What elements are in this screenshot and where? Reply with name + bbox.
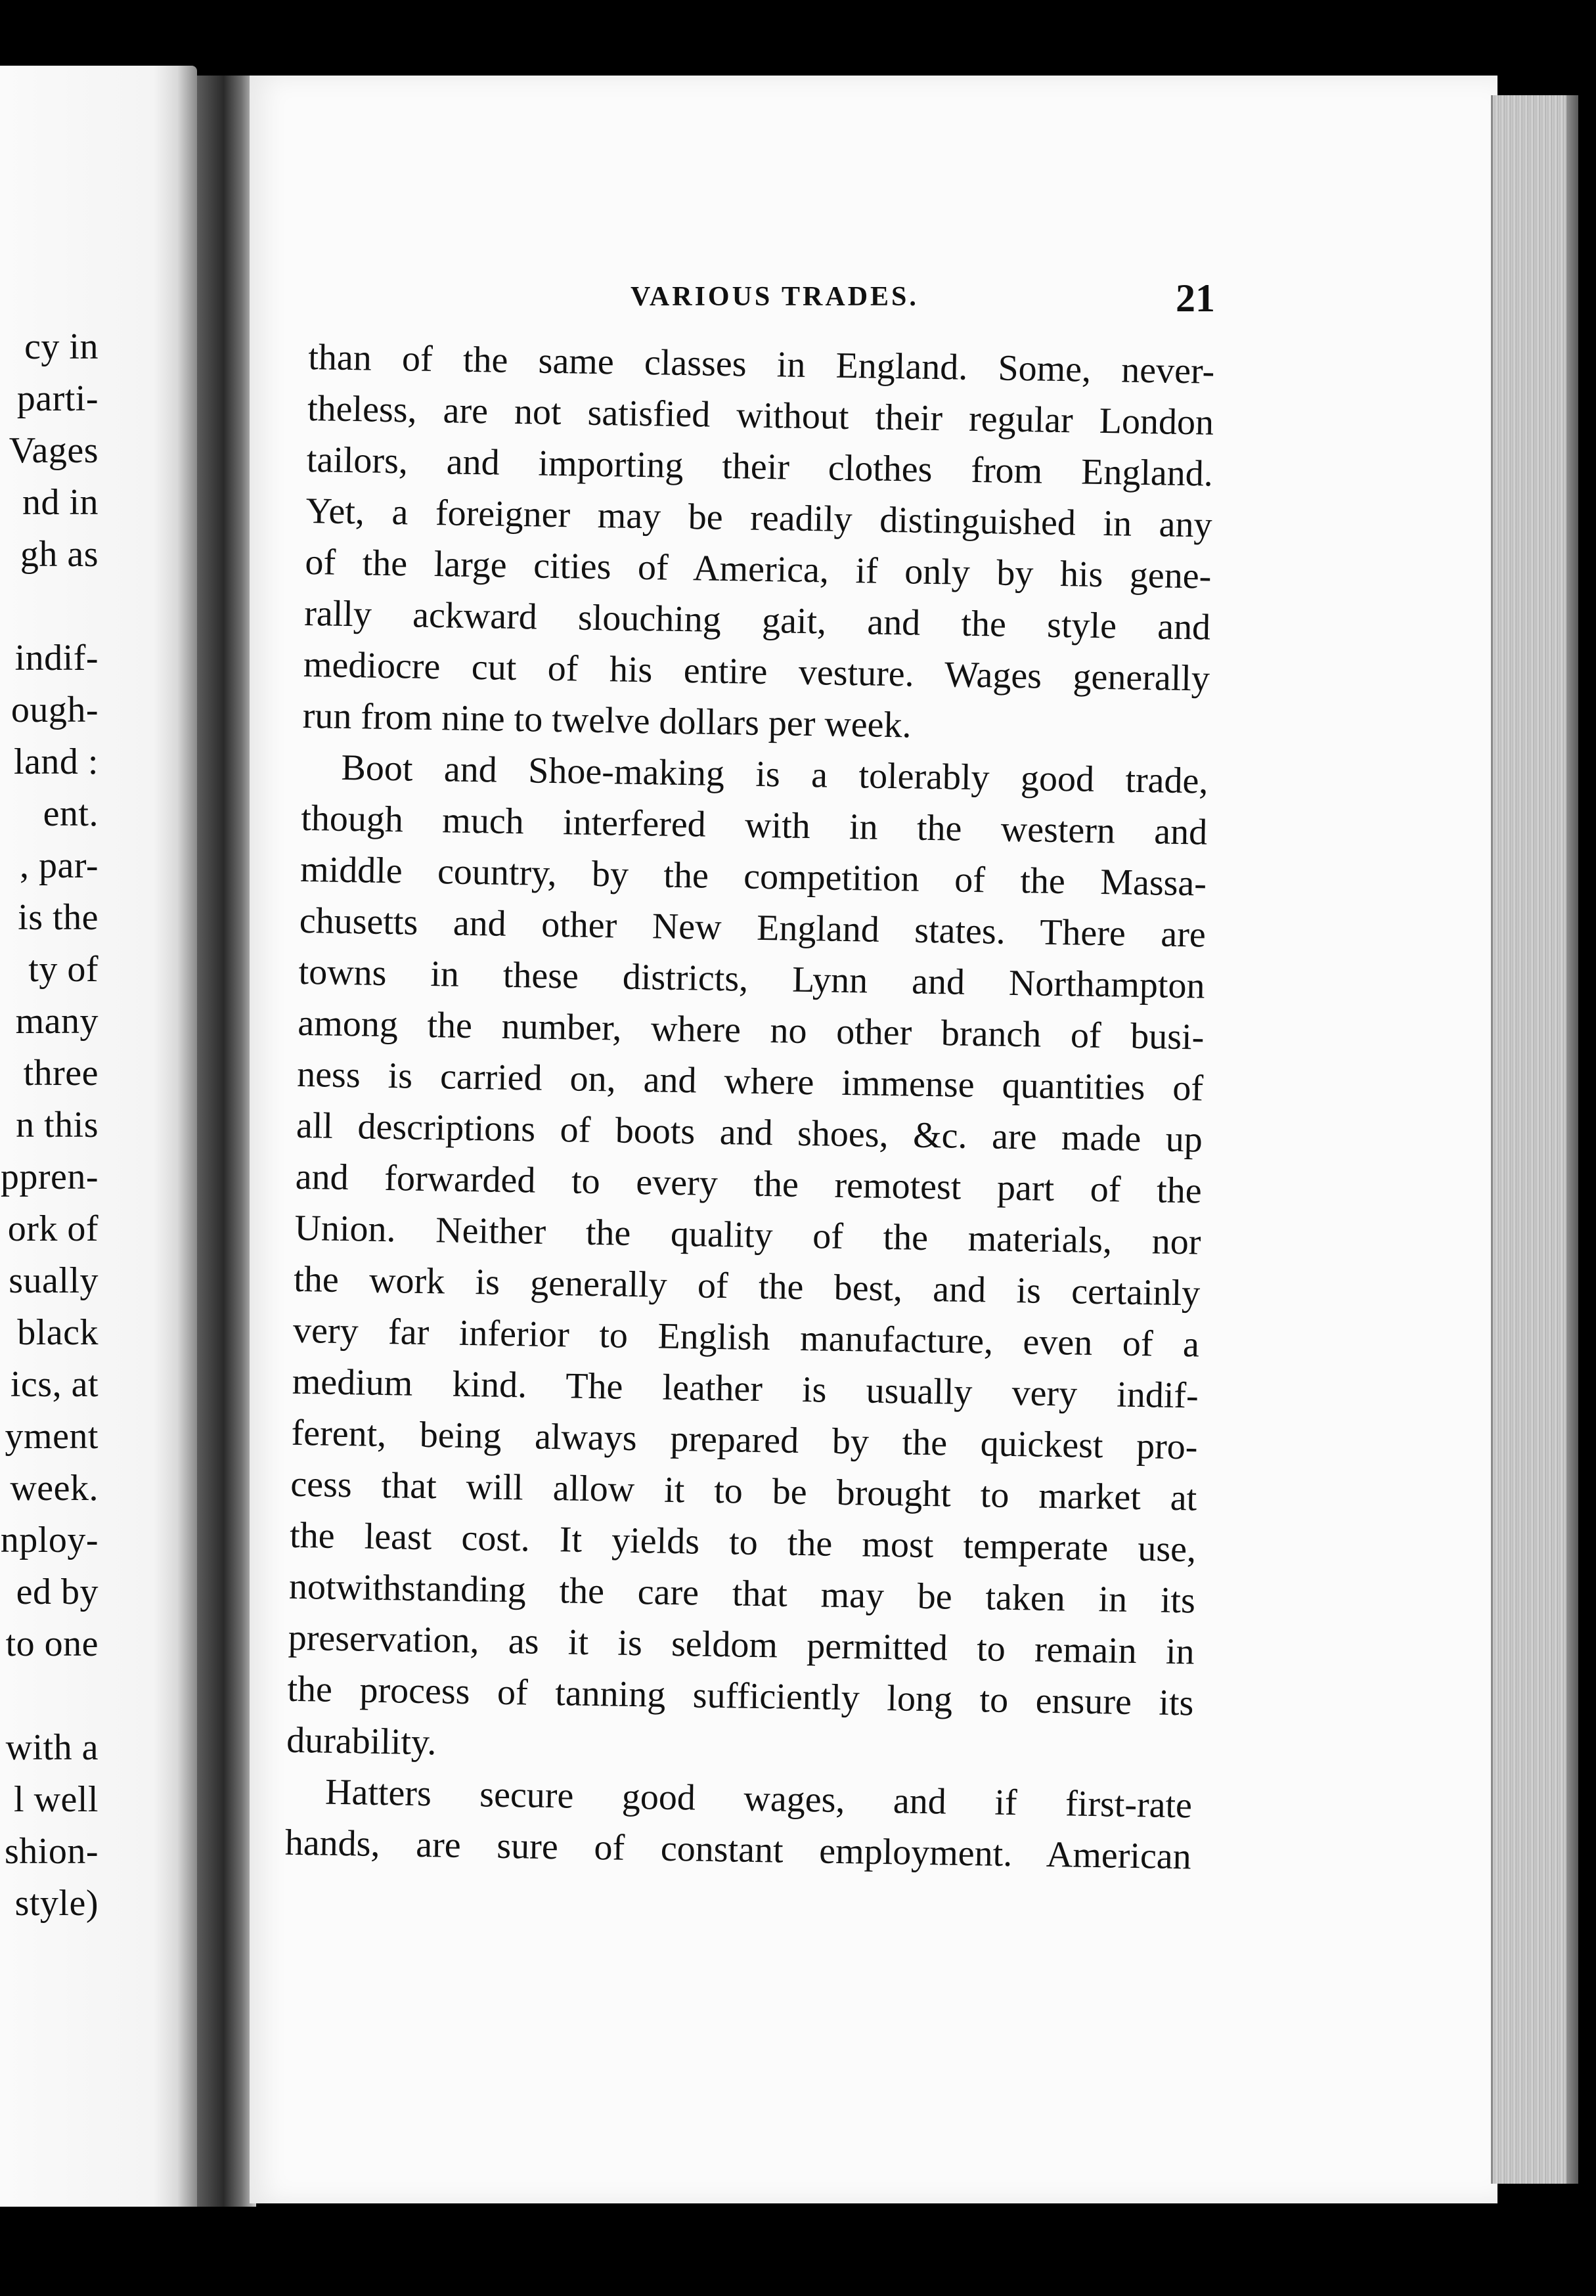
- left-page-line-fragment: nd in: [22, 482, 99, 523]
- text-line: very far inferior to English manufacture, even of a: [292, 1310, 1200, 1365]
- page-number: 21: [1176, 276, 1215, 320]
- text-line: cess that will allow it to be brought to market at: [290, 1463, 1197, 1519]
- text-line: preservation, as it is seldom permitted to remain in: [288, 1617, 1195, 1673]
- text-line: mediocre cut of his entire vesture. Wages generally: [303, 644, 1210, 699]
- text-line: ferent, being always prepared by the quickest pro-: [291, 1412, 1198, 1468]
- text-line: among the number, where no other branch of busi-: [297, 1002, 1205, 1058]
- left-page-line-fragment: parti-: [16, 378, 99, 419]
- left-page-line-fragment: land :: [14, 741, 99, 782]
- text-line: than of the same classes in England. Some, never-: [307, 336, 1215, 392]
- text-line: and forwarded to every the remotest part of the: [295, 1156, 1203, 1212]
- left-page-line-fragment: sually: [9, 1260, 99, 1301]
- left-page-line-fragment: l well: [14, 1779, 99, 1820]
- left-page-line-fragment: indif-: [14, 638, 99, 678]
- text-line: of the large cities of America, if only by his gene-: [304, 541, 1212, 597]
- left-page-line-fragment: Vages: [9, 430, 99, 471]
- left-page-line-fragment: black: [17, 1312, 99, 1353]
- text-line: tailors, and importing their clothes from England.: [306, 439, 1214, 495]
- left-page-line-fragment: cy in: [24, 326, 99, 367]
- body-text: [284, 332, 1215, 1882]
- left-page-line-fragment: ough-: [11, 690, 99, 730]
- text-line: Boot and Shoe-making is a tolerably good trade,: [341, 747, 1208, 802]
- text-line: Hatters secure good wages, and if first-rate: [324, 1771, 1193, 1826]
- text-line: middle country, by the competition of the Massa-: [299, 849, 1207, 904]
- text-line: run from nine to twelve dollars per week.: [302, 695, 912, 746]
- text-line: the process of tanning sufficiently long to ensure its: [287, 1668, 1194, 1724]
- text-line: hands, are sure of constant employment. American: [284, 1822, 1192, 1878]
- left-page-line-fragment: ty of: [28, 949, 99, 990]
- text-line: though much interfered with in the western and: [300, 797, 1208, 853]
- left-page-line-fragment: gh as: [20, 534, 99, 575]
- left-page-line-fragment: is the: [18, 897, 99, 938]
- left-page-line-fragment: , par-: [19, 845, 99, 886]
- left-page-line-fragment: style): [14, 1883, 99, 1924]
- text-line: ness is carried on, and where immense quantities of: [296, 1053, 1204, 1109]
- left-page-line-fragment: ent.: [43, 793, 99, 834]
- text-line: the least cost. It yields to the most temperate use,: [289, 1514, 1197, 1570]
- left-page-line-fragment: n this: [16, 1105, 99, 1145]
- text-line: durability.: [286, 1719, 437, 1763]
- text-line: notwithstanding the care that may be taken in its: [288, 1566, 1196, 1622]
- text-line: rally ackward slouching gait, and the style and: [303, 592, 1211, 648]
- text-line: all descriptions of boots and shoes, &c. are made up: [296, 1105, 1203, 1160]
- text-line: chusetts and other New England states. There are: [299, 900, 1207, 956]
- left-page-line-fragment: to one: [5, 1623, 99, 1664]
- left-page-line-fragment: yment: [5, 1416, 99, 1457]
- left-page-line-fragment: many: [15, 1001, 99, 1042]
- page-fore-edges: [1491, 95, 1578, 2184]
- text-line: the work is generally of the best, and is certainly: [293, 1258, 1201, 1314]
- left-page-line-fragment: three: [23, 1053, 99, 1093]
- left-page-line-fragment: shion-: [5, 1831, 99, 1872]
- text-line: towns in these districts, Lynn and Northampton: [298, 951, 1206, 1007]
- left-page-line-fragment: week.: [10, 1468, 99, 1509]
- left-page-line-fragment: nploy-: [0, 1520, 99, 1560]
- text-line: Union. Neither the quality of the materials, nor: [294, 1207, 1201, 1263]
- book-gutter: [197, 76, 256, 2207]
- left-page-line-fragment: ics, at: [10, 1364, 99, 1405]
- left-page-line-fragment: ed by: [16, 1572, 99, 1612]
- left-page-line-fragment: ppren-: [0, 1157, 99, 1197]
- text-line: theless, are not satisfied without their regular London: [307, 387, 1214, 443]
- left-page: [0, 66, 197, 2207]
- text-line: medium kind. The leather is usually very indif-: [292, 1361, 1199, 1417]
- left-page-line-fragment: with a: [5, 1727, 99, 1768]
- left-page-line-fragment: ork of: [7, 1208, 99, 1249]
- text-line: Yet, a foreigner may be readily distinguished in any: [305, 490, 1213, 546]
- running-head: VARIOUS TRADES.: [631, 282, 919, 312]
